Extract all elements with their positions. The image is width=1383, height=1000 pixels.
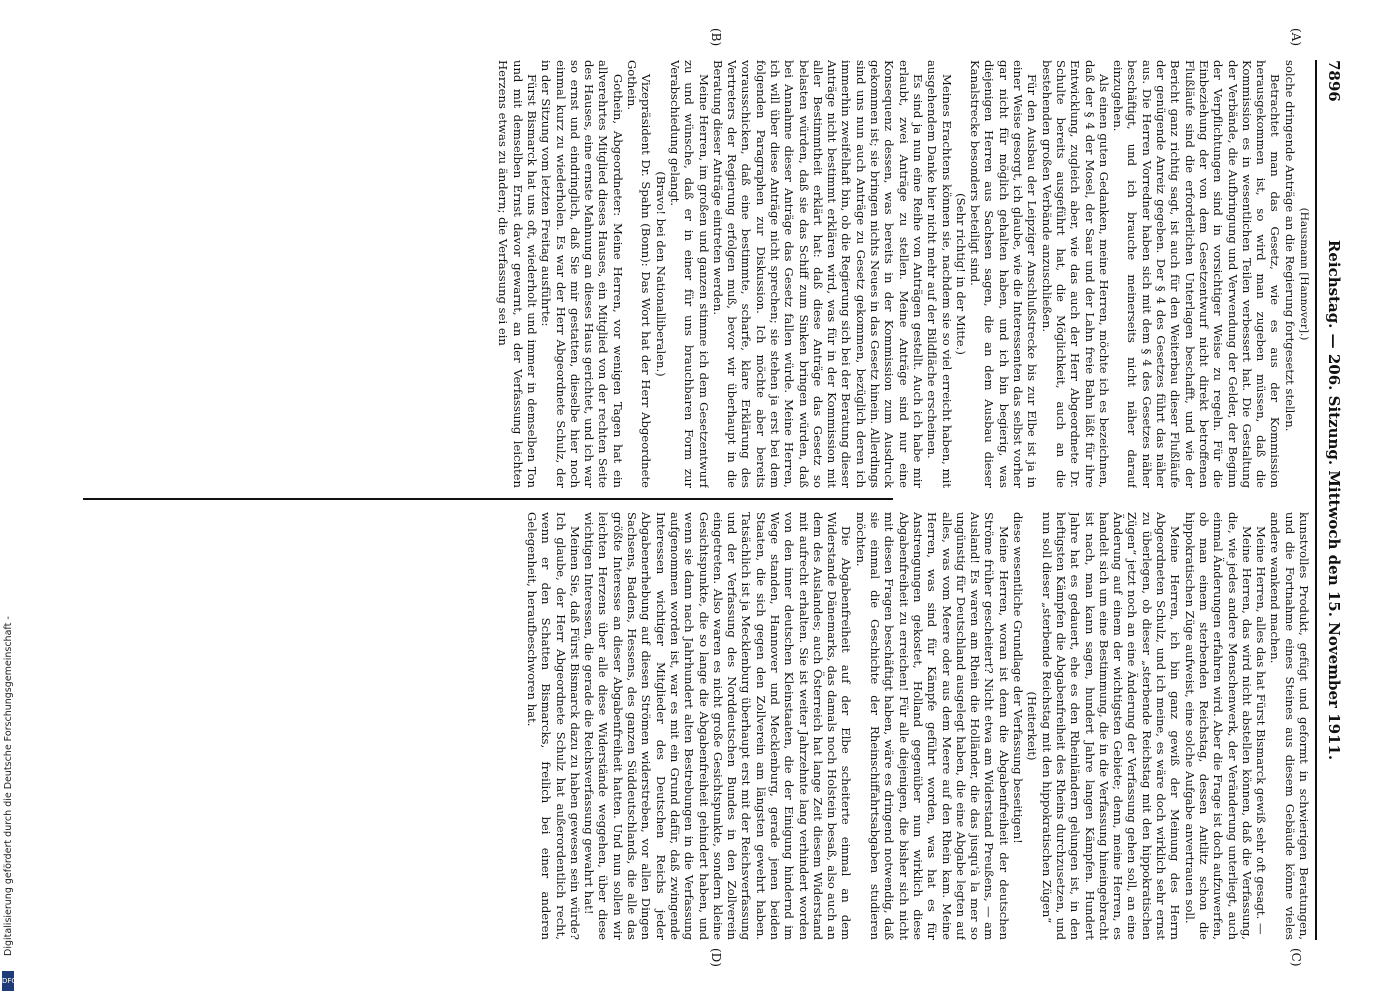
- paragraph: Vizepräsident Dr. Spahn (Bonn): Das Wort hat der Herr Abgeordnete Gothein.: [625, 60, 654, 488]
- paragraph: Meine Herren, alles das hat Fürst Bismarck gewiß sehr oft gesagt. —: [1254, 526, 1269, 935]
- paragraph: Gothein, Abgeordneter: Meine Herren, vor wenigen Tagen hat ein allverehrtes Mitglied dieses Hauses, ein Mitglied von der rechten Seite des Hauses, eine ernste Mahnung an dieses Haus gerichtet, und ich war so ernst und eindringlich, daß Sie mir gestatten, dieselbe hier noch einmal kurz zu wiederholen. Es war der Herr Abgeordnete Schulz, der in der Sitzung vom letzten Freitag ausführte:: [539, 60, 625, 488]
- header-title: Reichstag. — 206. Sitzung. Mittwoch den 15. November 1911.: [1325, 239, 1343, 761]
- right-column: [91, 512, 1311, 940]
- paragraph: Meines Erachtens können sie, nachdem sie so viel erreicht haben, mit ausgehendem Danke hier nicht mehr auf der Bildfläche erscheinen.: [925, 60, 954, 488]
- page-number: 7896: [1325, 60, 1343, 102]
- digitization-note-text: Digitalisierung gefördert durch die Deutsche Forschungsgemeinschaft -: [3, 616, 14, 956]
- quote: Fürst Bismarck hat uns oft, wiederholt und immer in demselben Ton und mit demselben Ernst davor gewarnt, an der Verfassung leichten Herzens etwas zu ändern; die Verfassung sei ein: [496, 60, 539, 488]
- running-head: [1319, 60, 1343, 940]
- margin-mark-d: (D): [709, 948, 723, 967]
- paragraph: Meinen Sie, daß Fürst Bismarck dazu zu haben gewesen sein würde? Ich glaube, der Herr Abgeordnete Schulz hat außerordentlich recht, wenn er den Schatten Bismarcks, freilich bei einer anderen Gelegenheit, heraufbeschworen hat.: [524, 512, 582, 940]
- paragraph: Meine Herren, das wird nicht abstellen können, daß die Verfassung, die, wie jedes andere Menschenwerk, der Veränderung unterliegt, auch einmal Änderungen erfahren wird. Aber die Frage ist doch aufzuwerfen, ob man einem sterbenden Reichstag, dessen Antlitz schon die hippokratischen Züge aufweist, eine solche Aufgabe anvertrauen soll.: [1182, 512, 1254, 940]
- paragraph: diese wesentliche Grundlage der Verfassung beseitigen!: [1011, 512, 1026, 844]
- header-rule: [1315, 60, 1317, 940]
- margin-mark-a: (A): [1289, 28, 1303, 47]
- paragraph: Es sind ja nun eine Reihe von Anträgen gestellt. Auch ich habe mir erlaubt, zwei Anträge zu stellen. Meine Anträge sind nur eine Konsequenz dessen, was bereits in der Kommission zum Ausdruck gekommen ist; sie bringen nichts Neues in das Gesetz hinein. Allerdings sind uns nun auch Anträge zu Gesetz gekommen, bezüglich deren ich immerhin zweifelhaft bin, ob die Regierung sich bei der Beratung dieser Anträge nicht bestimmt erklären wird, was für in der Kommission mit aller Bestimmtheit erklärt hat: daß diese Anträge das Gesetz so belasten würden, daß sie das Schiff zum Sinken bringen würden, daß bei Annahme dieser Anträge das Gesetz fallen würde. Meine Herren, ich will über diese Anträge nicht sprechen; sie stehen ja erst bei dem folgenden Paragraphen zur Diskussion. Ich möchte aber bereits vorausschicken, daß eine bestimmte, scharfe, klare Erklärung des Vertreters der Regierung erfolgen muß, bevor wir überhaupt in die Beratung dieser Anträge eintreten werden.: [710, 60, 925, 488]
- interjection: (Bravo! bei den Nationalliberalen.): [653, 171, 668, 377]
- paragraph: Meine Herren, woran ist denn die Abgabenfreiheit der deutschen Ströme früher gescheitert? Nicht etwa am Widerstand Preußens, — am Ausland! Es waren am Rhein die Holländer, die das jusqu'à la mer so ungünstig für Deutschland ausgelegt haben, die eine Abgabe legten auf alles, was vom Meere oder aus dem Meere auf den Rhein kam. Meine Herren, was sind für Kämpfe geführt worden, was hat es für Anstrengungen gekostet, Holland gegenüber nun wirklich diese Abgabenfreiheit zu erreichen! Für alle diejenigen, die bisher sich nicht mit diesen Fragen beschäftigt haben, wäre es dringend notwendig, daß sie einmal die Geschichte der Rheinschiffahrtsabgaben studieren möchten.: [853, 512, 1011, 940]
- quote: kunstvolles Produkt, gefügt und geformt in schwierigen Beratungen, und die Fortnahme eines Steines aus diesem Gebäude könne vieles andere wankend machen.: [1268, 512, 1311, 940]
- paragraph: Meine Herren, im großen und ganzen stimme ich dem Gesetzentwurf zu und wünsche, daß er in einer für uns brauchbaren Form zur Verabschiedung gelangt.: [667, 60, 711, 488]
- paragraph: Als einen guten Gedanken, meine Herren, möchte ich es bezeichnen, daß der § 4 der Mosel, der Saar und der Lahn freie Bahn läßt für ihre Entwicklung, zugleich aber, wie das auch der Herr Abgeordnete Dr. Schulte bereits ausgeführt hat, die Möglichkeit, auch an die bestehenden großen Verbände anzuschließen.: [1039, 60, 1111, 488]
- margin-mark-b: (B): [709, 28, 723, 47]
- left-column: [91, 60, 1311, 488]
- interjection: (Heiterkeit): [1025, 691, 1040, 761]
- digitization-note: [2, 600, 16, 995]
- dfg-logo: DFG: [2, 971, 14, 991]
- paragraph: Für den Ausbau der Leipziger Anschlußstrecke bis zur Elbe ist ja in einer Weise gesorgt, ich glaube, wie die Interessenten das selbst vorher gar nicht für möglich gehalten haben, und ich bin begierig, was diejenigen Herren aus Sachsen sagen, die an dem Ausbau dieser Kanalstrecke besonders beteiligt sind.: [968, 60, 1040, 488]
- margin-mark-c: (C): [1289, 948, 1303, 967]
- interjection: (Sehr richtig! in der Mitte.): [953, 193, 968, 355]
- paragraph: Betrachtet man das Gesetz, wie es aus der Kommission herausgekommen ist, so wird man zugeben müssen, daß die Kommission es in wesentlichen Teilen verbessert hat. Die Gestaltung der Verbände, die Aufbringung und Verwendung der Gelder, der Beginn der Verpflichtungen sind in vorsichtiger Weise zu regeln. Für die Einbeziehung der von dem Gesetzentwurf nicht direkt betroffenen Flußläufe sind die erforderlichen Unterlagen beschafft, und wie der Bericht ganz richtig sagt, ist auch für den Weiterbau dieser Flußläufe der genügende Anreiz gegeben. Der § 4 des Gesetzes führt das näher aus. Die Herren Vorredner haben sich mit dem § 4 des Gesetzes näher beschäftigt, und ich brauche meinerseits nicht näher darauf einzugehen.: [1111, 60, 1283, 488]
- paragraph: Meine Herren, ich bin ganz gewiß der Meinung des Herrn Abgeordneten Schulz, und ich meine, es wäre doch wirklich sehr ernst zu überlegen, ob dieser „sterbende Reichstag mit den hippokratischen Zügen“ jetzt noch an eine Änderung der Verfassung gehen soll, an eine Änderung auf einem der wichtigsten Gebiete; denn, meine Herren, es handelt sich um eine Bestimmung, die in die Verfassung hineingebracht ist nach, man kann sagen, hundert Jahre langen Kämpfen. Hundert Jahre hat es gedauert, ehe es den Rheinländern gelungen ist, in den heftigsten Kämpfen die Abgabenfreiheit des Rheins durchzusetzen, und nun soll dieser „sterbende Reichstag mit den hippokratischen Zügen“: [1039, 512, 1183, 940]
- speaker-tag: (Hausmann [Hannover].): [1298, 207, 1310, 341]
- paragraph: solche dringende Anträge an die Regierung fortgesetzt stellen.: [1282, 60, 1297, 432]
- paragraph: Die Abgabenfreiheit auf der Elbe scheiterte einmal an dem Widerstande Dänemarks, das damals noch Holstein besaß, also auch an dem des Auslandes; auch Österreich hat lange Zeit diesem Widerstand mit aufrecht erhalten. Sie ist weiter Jahrzehnte lang verhindert worden von den inner deutschen Kleinstaaten, die der Einigung hindernd im Wege standen, Hannover und Mecklenburg, gerade jenen beiden Staaten, die sich gegen den Zollverein am längsten gewehrt haben. Tatsächlich ist ja Mecklenburg überhaupt erst mit der Reichsverfassung und der Verfassung des Norddeutschen Bundes in den Zollverein eingetreten. Also waren es nicht große Gesichtspunkte, sondern kleine Gesichtspunkte, die so lange die Abgabenfreiheit gehindert haben, und wenn sie dann nach Jahrhundert alten Bestrebungen in die Verfassung aufgenommen worden ist, war es mit ein Grund dafür, daß zwingende Interessen wichtiger Mitglieder des Deutschen Reichs jeder Abgabenerhebung auf diesen Strömen widerstreben, vor allen Dingen Sachsens, Badens, Hessens, des ganzen Süddeutschlands, die alle das größte Interesse an dieser Abgabenfreiheit hatten. Und nun sollen wir leichten Herzens über alle diese Widerstände weggehen, über diese wichtigen Interessen, die gerade die Reichsverfassung gewahrt hat!: [582, 512, 854, 940]
- column-rule: [83, 498, 893, 500]
